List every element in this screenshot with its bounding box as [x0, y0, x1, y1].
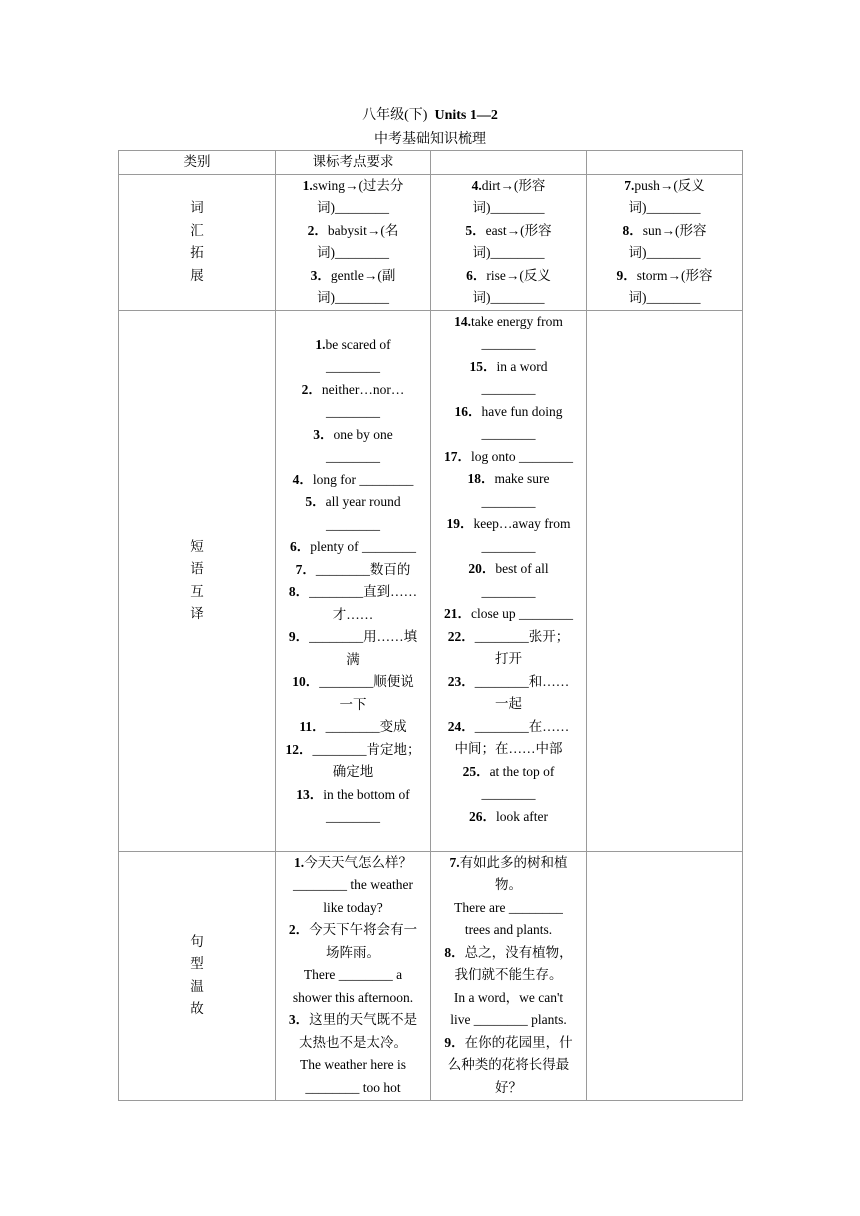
item-text: like today?	[323, 899, 383, 915]
item-text: There ________ a	[303, 967, 403, 982]
list-item	[276, 874, 430, 897]
list-item	[276, 761, 430, 784]
item-number: 17．	[443, 448, 471, 464]
item-text: log onto ________	[470, 448, 573, 464]
item-text: 场阵雨。	[326, 944, 380, 960]
header-empty	[431, 151, 587, 175]
list-item	[431, 446, 586, 469]
item-text: ________张开；	[474, 628, 570, 644]
item-number: 23．	[447, 673, 475, 689]
category-char: 译	[190, 606, 204, 621]
item-text: 一下	[339, 696, 367, 712]
category-char: 词	[190, 200, 204, 215]
item-number: 5．	[305, 494, 326, 509]
list-item	[431, 242, 586, 265]
item-number: 7.	[449, 854, 460, 870]
item-number: 19．	[446, 516, 474, 531]
item-text: 么种类的花将长得最	[447, 1057, 570, 1072]
list-item	[431, 1077, 586, 1100]
item-text: 这里的天气既不是	[309, 1012, 418, 1027]
list-item	[276, 446, 430, 469]
list-item	[276, 784, 430, 807]
list-item	[276, 379, 430, 402]
item-text: 词)________	[317, 245, 389, 260]
list-item	[431, 806, 586, 829]
item-text: 词)________	[472, 200, 545, 215]
list-item	[431, 671, 586, 694]
item-number: 8．	[288, 584, 310, 599]
category-char: 短	[190, 538, 204, 554]
item-number: 15．	[469, 358, 497, 374]
item-text: make sure	[494, 471, 550, 486]
list-item	[276, 806, 430, 829]
header-empty	[587, 151, 743, 175]
item-text: ________	[481, 426, 536, 441]
item-number: 16．	[454, 403, 482, 419]
item-number: 4.	[471, 177, 482, 193]
item-number: 3．	[288, 1012, 310, 1027]
list-item	[276, 581, 430, 604]
item-text: 物。	[495, 877, 522, 892]
item-text: push→(反义	[634, 177, 705, 193]
list-item	[431, 738, 586, 761]
list-item	[431, 716, 586, 739]
list-item	[431, 423, 586, 446]
list-item	[431, 468, 586, 491]
list-item	[431, 356, 586, 379]
vocab-col-1	[276, 174, 431, 310]
list-item	[276, 242, 430, 265]
list-item	[431, 1009, 586, 1032]
item-text: rise→(反义	[486, 267, 551, 283]
item-text: 有如此多的树和植	[459, 854, 568, 870]
list-item	[276, 1009, 430, 1032]
vocab-col-3	[587, 174, 743, 310]
item-text: There are ________	[454, 899, 563, 915]
list-item	[431, 175, 586, 198]
list-item	[276, 197, 430, 220]
item-text: 今天下午将会有一	[309, 922, 418, 937]
item-text: 词)________	[472, 290, 545, 305]
item-text: ________和……	[474, 673, 570, 689]
item-text: 满	[346, 651, 360, 667]
list-item	[276, 739, 430, 762]
list-item	[276, 514, 430, 537]
list-item	[276, 694, 430, 717]
item-text: east→(形容	[485, 222, 552, 238]
item-text: 词)________	[628, 290, 701, 305]
item-number: 25．	[462, 763, 490, 779]
list-item	[431, 287, 586, 310]
item-text: 一起	[495, 696, 522, 711]
item-text: ________	[481, 336, 536, 351]
item-text: 词)________	[317, 290, 389, 305]
item-text: The weather here is	[299, 1057, 407, 1072]
item-text: ________数百的	[315, 561, 411, 577]
list-item	[276, 716, 430, 739]
item-text: plenty of ________	[310, 539, 416, 554]
item-text: ________用……填	[309, 629, 418, 644]
item-text: ________	[481, 583, 536, 599]
category-char: 语	[190, 561, 204, 576]
list-item	[276, 626, 430, 649]
item-number: 1.	[293, 854, 305, 870]
item-text: storm→(形容	[636, 267, 713, 283]
item-text: be scared of	[325, 336, 391, 352]
list-item	[431, 852, 586, 875]
item-number: 11．	[299, 719, 326, 734]
sentences-col-2	[431, 851, 587, 1100]
item-text: dirt→(形容	[481, 177, 546, 193]
item-text: 总之，没有植物，	[464, 944, 573, 960]
list-item	[431, 265, 586, 288]
item-text: live ________ plants.	[450, 1012, 567, 1027]
item-text: all year round	[325, 494, 401, 509]
category-vocab	[119, 174, 276, 310]
item-text: take energy from	[470, 313, 563, 329]
item-number: 13．	[296, 786, 324, 802]
vocab-row	[119, 174, 743, 310]
list-item	[431, 693, 586, 716]
list-item	[276, 964, 430, 987]
item-number: 6．	[290, 539, 311, 554]
header-category: 类别	[119, 151, 276, 175]
item-number: 6．	[466, 267, 487, 283]
knowledge-table	[118, 150, 743, 1101]
item-text: one by one	[333, 426, 393, 442]
list-item	[431, 603, 586, 626]
list-item	[431, 897, 586, 920]
item-text: ________	[481, 493, 536, 509]
item-number: 9．	[444, 1034, 465, 1050]
item-text: ________	[326, 404, 380, 419]
page-title	[0, 107, 860, 125]
item-text: 太热也不是太冷。	[299, 1034, 407, 1050]
list-item	[431, 378, 586, 401]
sentences-col-1	[276, 851, 431, 1100]
item-text: 才……	[332, 606, 374, 622]
item-text: close up ________	[471, 606, 573, 621]
item-number: 12．	[285, 741, 313, 757]
list-item	[587, 242, 742, 265]
list-item	[276, 220, 430, 243]
list-item	[431, 513, 586, 536]
vocab-col-2	[431, 174, 587, 310]
item-number: 7.	[624, 177, 635, 193]
item-text: ________ too hot	[305, 1079, 401, 1095]
list-item	[431, 919, 586, 942]
item-number: 2．	[301, 381, 322, 397]
item-text: swing→(过去分	[312, 177, 404, 193]
item-text: keep…away from	[473, 516, 571, 531]
item-number: 9．	[616, 267, 637, 283]
item-text: shower this afternoon.	[292, 989, 414, 1005]
item-number: 18．	[467, 471, 495, 486]
item-text: ________在……	[474, 718, 570, 734]
item-text: gentle→(副	[330, 267, 396, 283]
item-number: 8．	[622, 222, 643, 238]
list-item	[431, 626, 586, 649]
item-text: 词)________	[628, 245, 701, 260]
list-item	[276, 424, 430, 447]
list-item	[276, 1054, 430, 1077]
item-text: ________	[326, 449, 380, 464]
item-text: neither…nor…	[321, 381, 405, 397]
item-number: 5．	[465, 222, 486, 238]
category-char: 互	[190, 583, 204, 599]
list-item	[431, 1054, 586, 1077]
item-text: ________	[326, 809, 380, 824]
list-item	[276, 852, 430, 875]
item-text: ________变成	[325, 719, 407, 734]
item-text: 打开	[495, 651, 522, 666]
item-text: long for ________	[312, 471, 414, 487]
item-number: 9．	[288, 629, 310, 644]
item-number: 22．	[447, 628, 475, 644]
item-number: 14.	[454, 313, 471, 329]
table-header-row	[119, 151, 743, 175]
item-text: 词)________	[317, 200, 389, 215]
item-text: sun→(形容	[642, 222, 707, 238]
list-item	[276, 491, 430, 514]
list-item	[276, 287, 430, 310]
list-item	[276, 604, 430, 627]
item-text: ________	[481, 538, 536, 554]
list-item	[431, 581, 586, 604]
list-item	[276, 897, 430, 920]
list-item	[431, 536, 586, 559]
list-item	[276, 671, 430, 694]
list-item	[431, 648, 586, 671]
item-number: 2．	[288, 922, 310, 937]
category-char: 温	[190, 978, 204, 994]
item-text: 中间；在……中部	[454, 741, 563, 756]
item-text: ________顺便说	[319, 674, 414, 689]
item-text: 词)________	[628, 200, 701, 215]
list-item	[276, 334, 430, 357]
list-item	[431, 964, 586, 987]
sentences-row	[119, 851, 743, 1100]
list-item	[276, 649, 430, 672]
list-item	[431, 942, 586, 965]
item-number: 24．	[447, 718, 475, 734]
category-phrases	[119, 310, 276, 851]
item-number: 3．	[313, 426, 334, 442]
item-text: 在你的花园里，什	[464, 1034, 573, 1050]
list-item	[431, 197, 586, 220]
list-item	[431, 333, 586, 356]
list-item	[276, 919, 430, 942]
phrases-col-1	[276, 310, 431, 851]
category-char: 展	[190, 267, 204, 283]
item-text: ________	[326, 516, 380, 532]
list-item	[276, 401, 430, 424]
item-text: 今天天气怎么样？	[304, 854, 413, 870]
item-number: 21．	[444, 606, 471, 621]
list-item	[276, 175, 430, 198]
phrases-row	[119, 310, 743, 851]
item-text: ________直到……	[309, 584, 418, 599]
item-text: ________肯定地；	[312, 741, 421, 757]
list-item	[431, 987, 586, 1010]
item-text: trees and plants.	[464, 922, 553, 937]
list-item	[587, 287, 742, 310]
list-item	[431, 220, 586, 243]
category-sentences	[119, 851, 276, 1100]
item-number: 4．	[292, 471, 313, 487]
list-item	[431, 491, 586, 514]
list-item	[276, 265, 430, 288]
item-text: in the bottom of	[323, 786, 410, 802]
list-item	[276, 356, 430, 379]
item-text: babysit→(名	[327, 222, 399, 238]
list-item	[276, 1032, 430, 1055]
list-item	[431, 401, 586, 424]
category-char: 故	[190, 1001, 204, 1016]
list-item	[431, 311, 586, 334]
item-text: ________	[326, 359, 380, 374]
item-number: 1.	[302, 177, 313, 193]
phrases-col-2	[431, 310, 587, 851]
list-item	[431, 874, 586, 897]
item-number: 26．	[468, 808, 496, 824]
list-item	[431, 783, 586, 806]
title-units: Units 1—2	[434, 108, 498, 123]
item-text: 词)________	[472, 245, 545, 260]
item-text: look after	[495, 808, 549, 824]
list-item	[276, 1077, 430, 1100]
category-char: 拓	[190, 245, 204, 260]
list-item	[587, 175, 742, 198]
item-text: in a word	[496, 358, 548, 374]
category-char: 汇	[190, 222, 204, 238]
item-text: 我们就不能生存。	[454, 967, 563, 982]
item-text: have fun doing	[481, 403, 563, 419]
list-item	[276, 942, 430, 965]
list-item	[276, 559, 430, 582]
item-number: 1.	[315, 336, 326, 352]
item-number: 3．	[310, 267, 331, 283]
sentences-col-3	[587, 851, 743, 1100]
category-char: 型	[190, 956, 204, 971]
list-item	[587, 220, 742, 243]
item-number: 20．	[468, 561, 496, 576]
list-item	[431, 761, 586, 784]
item-text: 确定地	[332, 764, 374, 779]
item-text: best of all	[495, 561, 549, 576]
list-item	[431, 1032, 586, 1055]
page-subtitle: 中考基础知识梳理	[374, 132, 486, 147]
header-requirement: 课标考点要求	[276, 151, 431, 175]
list-item	[276, 469, 430, 492]
list-item	[587, 265, 742, 288]
item-text: 好？	[495, 1079, 522, 1095]
list-item	[276, 536, 430, 559]
item-text: at the top of	[489, 763, 555, 779]
item-text: ________	[481, 786, 536, 801]
list-item	[276, 987, 430, 1010]
list-item	[587, 197, 742, 220]
category-char: 句	[190, 933, 204, 949]
phrases-col-3	[587, 310, 743, 851]
item-number: 10．	[292, 674, 320, 689]
item-text: In a word，we can't	[453, 989, 564, 1005]
list-item	[431, 558, 586, 581]
item-number: 7．	[295, 561, 316, 577]
item-text: ________ the weather	[293, 877, 413, 892]
item-number: 2．	[307, 222, 328, 238]
item-text: ________	[481, 381, 536, 396]
title-grade: 八年级(下)	[362, 108, 428, 123]
item-number: 8．	[444, 944, 465, 960]
